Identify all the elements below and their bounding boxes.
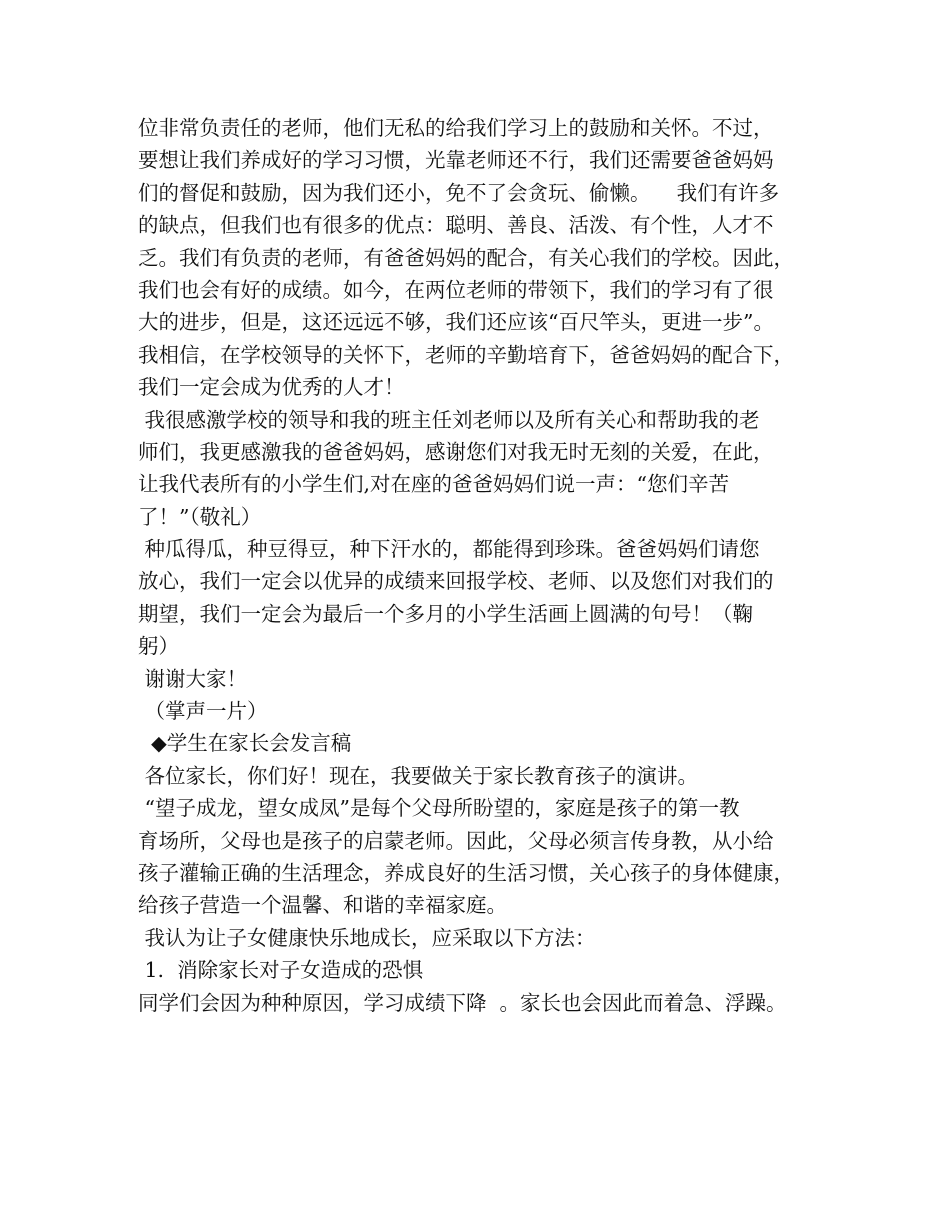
text-line: 乏。我们有负责的老师，有爸爸妈妈的配合，有关心我们的学校。因此， — [138, 245, 794, 270]
document-body — [138, 112, 838, 1019]
text-line: 各位家长，你们好！现在，我要做关于家长教育孩子的演讲。 — [138, 763, 699, 788]
text-line: 的缺点，但我们也有很多的优点：聪明、善良、活泼、有个性，人才不 — [138, 213, 774, 238]
text-line: 我们一定会成为优秀的人才！ — [138, 375, 405, 400]
text-line: “望子成龙，望女成凤”是每个父母所盼望的，家庭是孩子的第一教 — [138, 796, 740, 821]
text-line: 大的进步，但是，这还远远不够，我们还应该“百尺竿头，更进一步”。 — [138, 310, 774, 335]
text-line: 要想让我们养成好的学习习惯，光靠老师还不行，我们还需要爸爸妈妈 — [138, 148, 774, 173]
list-item-heading: 1. 消除家长对子女造成的恐惧 — [138, 958, 424, 983]
text-line: 了！”（敬礼） — [138, 504, 262, 529]
text-line: 我们也会有好的成绩。如今，在两位老师的带领下，我们的学习有了很 — [138, 277, 774, 302]
text-line: 给孩子营造一个温馨、和谐的幸福家庭。 — [138, 893, 507, 918]
text-line: 让我代表所有的小学生们,对在座的爸爸妈妈们说一声：“您们辛苦 — [138, 472, 729, 497]
text-line: 谢谢大家！ — [138, 666, 248, 691]
text-line: 同学们会因为种种原因，学习成绩下降 。家长也会因此而着急、浮躁。 — [138, 990, 787, 1015]
text-line: 师们，我更感激我的爸爸妈妈，感谢您们对我无时无刻的关爱，在此， — [138, 439, 774, 464]
text-line: 种瓜得瓜，种豆得豆，种下汗水的，都能得到珍珠。爸爸妈妈们请您 — [138, 537, 760, 562]
section-heading: ◆学生在家长会发言稿 — [138, 731, 352, 756]
text-line: 位非常负责任的老师，他们无私的给我们学习上的鼓励和关怀。不过， — [138, 116, 774, 140]
text-line: 躬） — [138, 634, 179, 659]
text-line: 期望，我们一定会为最后一个多月的小学生活画上圆满的句号！（鞠 — [138, 601, 753, 626]
text-line: 我很感激学校的领导和我的班主任刘老师以及所有关心和帮助我的老 — [138, 407, 760, 432]
text-line: 我相信，在学校领导的关怀下，老师的辛勤培育下，爸爸妈妈的配合下， — [138, 342, 794, 367]
text-line: 我认为让子女健康快乐地成长，应采取以下方法： — [138, 925, 596, 950]
text-line: （掌声一片） — [138, 699, 268, 724]
text-line: 们的督促和鼓励，因为我们还小，免不了会贪玩、偷懒。 我们有许多 — [138, 180, 780, 205]
text-line: 放心，我们一定会以优异的成绩来回报学校、老师、以及您们对我们的 — [138, 569, 774, 594]
text-line: 孩子灌输正确的生活理念，养成良好的生活习惯，关心孩子的身体健康， — [138, 860, 794, 885]
text-line: 育场所，父母也是孩子的启蒙老师。因此，父母必须言传身教，从小给 — [138, 828, 774, 853]
